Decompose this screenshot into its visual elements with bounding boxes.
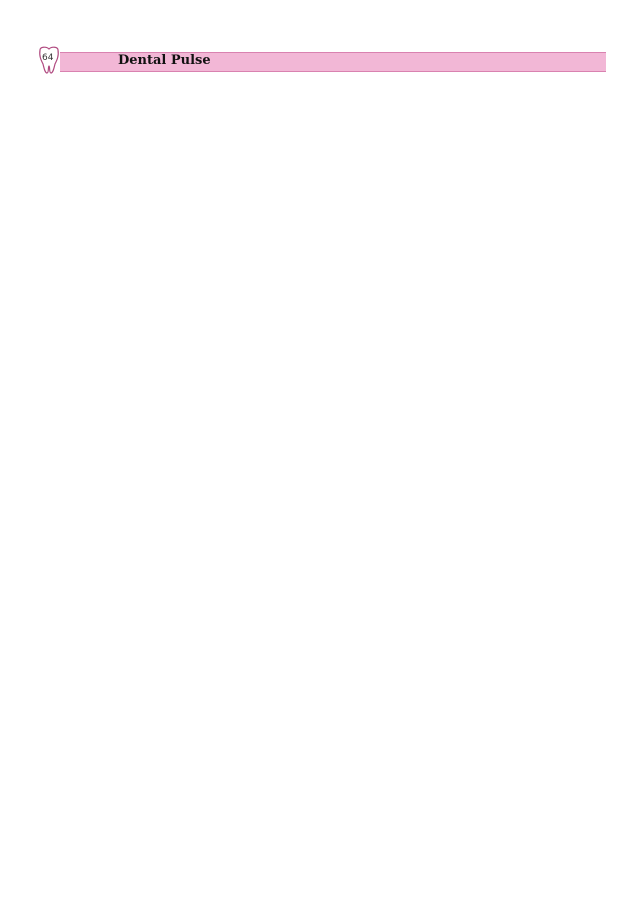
page-title: Dental Pulse	[118, 53, 211, 68]
page-header	[36, 46, 606, 74]
page-number: 64	[42, 53, 54, 63]
